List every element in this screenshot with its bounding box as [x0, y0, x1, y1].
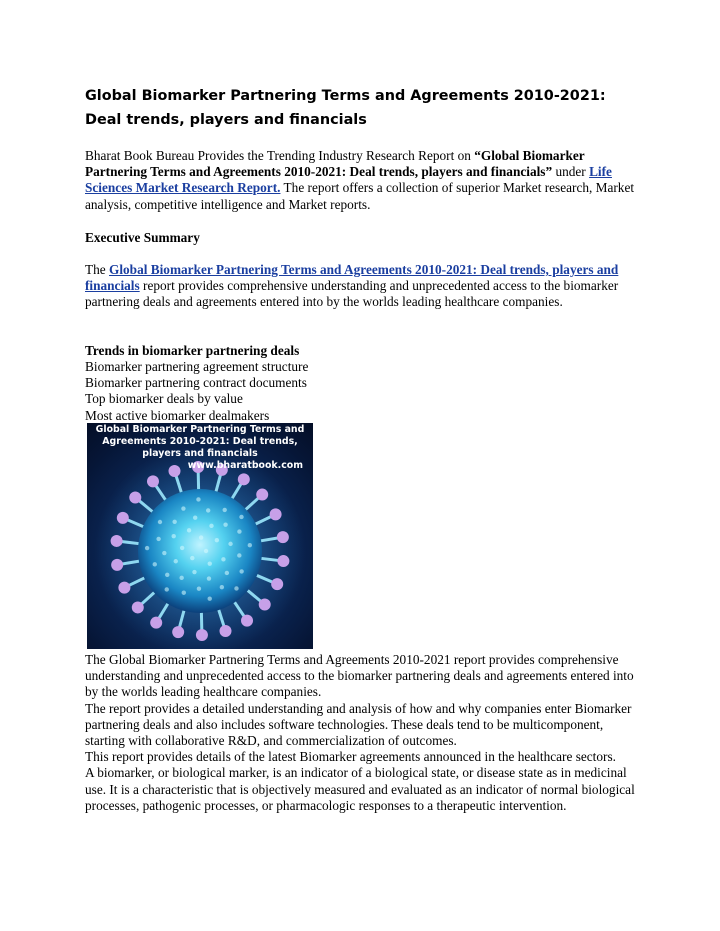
surface-dot — [192, 570, 196, 574]
surface-dot — [187, 528, 191, 532]
surface-dot — [248, 543, 252, 547]
spike-head — [111, 559, 123, 571]
surface-dot — [237, 529, 241, 533]
spike-head — [169, 465, 181, 477]
spike-head — [219, 625, 231, 637]
intro-suffix: The report offers a collection of superior Market research, Market analysis, competitive intelligence and Market reports. — [85, 180, 635, 212]
surface-dot — [234, 586, 238, 590]
intro-bold-title: “Global Biomarker Partnering Terms and Agreements 2010-2021: Deal trends, players and financials” — [85, 148, 585, 180]
surface-dot — [199, 535, 203, 539]
cover-title: Global Biomarker Partnering Terms and Agreements 2010-2021: Deal trends, players and financials — [95, 424, 305, 460]
surface-dot — [182, 591, 186, 595]
body-text: The Global Biomarker Partnering Terms and Agreements 2010-2021 report provides comprehensive understanding and unprecedented access to the biomarker partnering deals and agreements entered into by the worlds leading healthcare companies. The report provides a detailed understanding and analysis of how and why companies enter Biomarker partnering deals and also includes software technologies. These deals tend to be multicomponent, starting with collaborative R&D, and commercialization of outcomes. This report provides details of the latest Biomarker agreements announced in the healthcare sectors. A biomarker, or biological marker, is an indicator of a biological state, or disease state as in medicinal use. It is a characteristic that is objectively measured and evaluated as an indicator of normal biological processes, pathogenic processes, or pharmacologic responses to a therapeutic intervention. — [85, 652, 635, 813]
spike-head — [277, 555, 289, 567]
surface-dot — [228, 542, 232, 546]
surface-dot — [220, 585, 224, 589]
surface-dot — [221, 557, 225, 561]
spike-head — [256, 489, 268, 501]
surface-dot — [225, 571, 229, 575]
surface-dot — [190, 556, 194, 560]
surface-dot — [215, 538, 219, 542]
surface-dot — [206, 508, 210, 512]
surface-dot — [196, 497, 200, 501]
surface-dot — [223, 522, 227, 526]
executive-summary-heading: Executive Summary — [85, 230, 200, 245]
spike-head — [238, 473, 250, 485]
spike-head — [111, 535, 123, 547]
intro-paragraph — [85, 148, 640, 213]
spike-head — [129, 491, 141, 503]
spike-head — [147, 475, 159, 487]
surface-dot — [237, 553, 241, 557]
surface-dot — [204, 549, 208, 553]
surface-dot — [197, 586, 201, 590]
surface-dot — [209, 524, 213, 528]
spike-head — [132, 601, 144, 613]
trends-list — [85, 359, 308, 424]
trends-item: Most active biomarker dealmakers — [85, 407, 270, 423]
surface-dot — [208, 561, 212, 565]
surface-dot — [156, 537, 160, 541]
document-title: Global Biomarker Partnering Terms and Agreements 2010-2021: Deal trends, players and financials — [85, 88, 606, 128]
surface-dot — [207, 576, 211, 580]
trends-item: Biomarker partnering agreement structure — [85, 359, 309, 374]
surface-dot — [174, 559, 178, 563]
cover-website: www.bharatbook.com — [187, 460, 303, 471]
life-sciences-report-link[interactable]: Life Sciences Market Research Report. — [85, 164, 612, 196]
virus-core — [138, 489, 262, 613]
surface-dot — [181, 506, 185, 510]
spike-head — [150, 617, 162, 629]
trends-item: Biomarker partnering contract documents — [85, 375, 307, 391]
surface-dot — [239, 515, 243, 519]
surface-dot — [208, 596, 212, 600]
spike-head — [117, 512, 129, 524]
summary-paragraph — [85, 262, 640, 311]
spike-head — [271, 578, 283, 590]
surface-dot — [165, 573, 169, 577]
surface-dot — [172, 534, 176, 538]
surface-dot — [145, 546, 149, 550]
summary-prefix: The — [85, 262, 109, 277]
surface-dot — [179, 576, 183, 580]
surface-dot — [193, 516, 197, 520]
surface-dot — [153, 562, 157, 566]
surface-dot — [158, 520, 162, 524]
intro-prefix: Bharat Book Bureau Provides the Trending Industry Research Report on — [85, 148, 475, 163]
summary-suffix: report provides comprehensive understanding and unprecedented access to the biomarker partnering deals and agreements entered into by the worlds leading healthcare companies. — [85, 278, 619, 310]
surface-dot — [239, 569, 243, 573]
spike-head — [118, 582, 130, 594]
report-title-link[interactable]: Global Biomarker Partnering Terms and Agreements 2010-2021: Deal trends, players and financials — [85, 262, 619, 294]
spike-head — [196, 629, 208, 641]
spike-head — [270, 508, 282, 520]
surface-dot — [165, 587, 169, 591]
trends-item: Top biomarker deals by value — [85, 391, 243, 407]
spike-head — [241, 615, 253, 627]
spike-head — [172, 626, 184, 638]
intro-under: under — [552, 164, 590, 180]
surface-dot — [162, 551, 166, 555]
spike-head — [259, 599, 271, 611]
report-cover-image — [87, 423, 313, 649]
surface-dot — [172, 520, 176, 524]
trends-heading: Trends in biomarker partnering deals — [85, 343, 300, 358]
spike-head — [277, 531, 289, 543]
surface-dot — [180, 546, 184, 550]
surface-dot — [223, 508, 227, 512]
